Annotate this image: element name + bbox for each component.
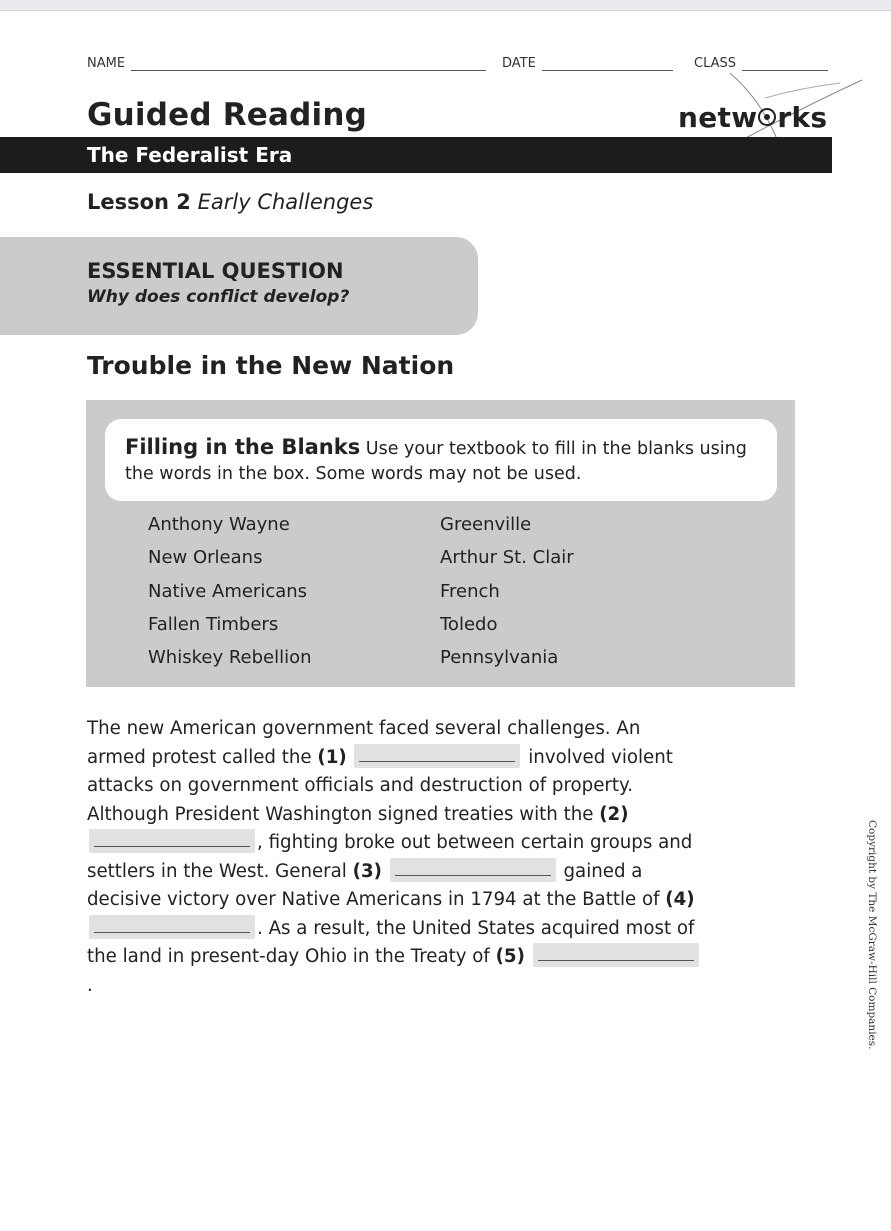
- name-line: [131, 60, 486, 71]
- passage-text: involved violent attacks on government officials and destruction of property. Although President Washington signed treaties with the: [87, 746, 673, 825]
- lesson-name: Early Challenges: [197, 190, 374, 214]
- blank-number-1: (1): [317, 746, 347, 768]
- word-bank-box: [86, 400, 795, 687]
- name-field[interactable]: [87, 56, 486, 71]
- essential-question-text: Why does conflict develop?: [87, 287, 350, 307]
- blank-number-3: (3): [352, 860, 382, 882]
- instructions-heading: Filling in the Blanks: [125, 435, 361, 459]
- lesson-number: Lesson 2: [87, 190, 191, 214]
- logo-text-end: rks: [777, 101, 828, 134]
- fill-in-passage: [87, 715, 702, 1000]
- essential-question-box: [0, 237, 478, 335]
- passage-text: The new American government faced several challenges. An armed protest called the: [87, 718, 641, 768]
- passage-text: . As a result, the United States acquired most of the land in present-day Ohio in the Treaty of: [87, 917, 695, 967]
- word-bank-item: Fallen Timbers: [148, 613, 279, 635]
- blank-number-4: (4): [665, 889, 695, 910]
- chapter-title: The Federalist Era: [87, 143, 293, 167]
- subtitle-bar: [0, 137, 832, 173]
- page-title: Guided Reading: [87, 97, 368, 133]
- date-label: DATE: [502, 56, 536, 71]
- word-bank-item: New Orleans: [148, 547, 263, 569]
- word-bank-item: Anthony Wayne: [148, 514, 290, 535]
- copyright-notice: Copyright by The McGraw-Hill Companies.: [866, 820, 878, 1050]
- answer-blank-3[interactable]: [390, 858, 556, 882]
- word-bank-item: Pennsylvania: [440, 647, 559, 669]
- passage-text: .: [87, 974, 93, 996]
- word-bank-item: Arthur St. Clair: [440, 547, 574, 569]
- logo-globe-icon: [758, 108, 776, 126]
- blank-number-2: (2): [599, 803, 629, 825]
- date-field[interactable]: [502, 56, 673, 71]
- word-bank-item: Greenville: [440, 514, 532, 535]
- name-label: NAME: [87, 56, 126, 71]
- word-bank-item: French: [440, 580, 500, 602]
- section-heading: Trouble in the New Nation: [87, 351, 455, 380]
- word-bank-left-column: [148, 514, 312, 680]
- date-line: [542, 60, 673, 71]
- passage-text: , fighting broke out between certain groups and settlers in the West. General: [87, 832, 693, 882]
- word-bank-right-column: [440, 514, 574, 680]
- lesson-title: [87, 190, 373, 214]
- instructions-text: Use your textbook to fill in the blanks using the words in the box. Some words may not be used.: [125, 439, 747, 484]
- word-bank-item: Native Americans: [148, 580, 308, 602]
- blank-number-5: (5): [495, 946, 525, 967]
- passage-text: gained a decisive victory over Native Americans in 1794 at the Battle of: [87, 860, 666, 910]
- answer-blank-2[interactable]: [89, 829, 255, 853]
- answer-blank-1[interactable]: [354, 744, 520, 768]
- essential-question-label: ESSENTIAL QUESTION: [87, 259, 344, 283]
- word-bank-item: Whiskey Rebellion: [148, 647, 312, 669]
- word-bank-item: Toledo: [440, 613, 498, 635]
- instructions-card: [105, 419, 777, 501]
- class-label: CLASS: [694, 56, 737, 71]
- answer-blank-5[interactable]: [533, 943, 699, 967]
- answer-blank-4[interactable]: [89, 915, 255, 939]
- top-strip: [0, 0, 891, 11]
- networks-logo: [678, 101, 827, 134]
- logo-text-start: netw: [678, 101, 758, 134]
